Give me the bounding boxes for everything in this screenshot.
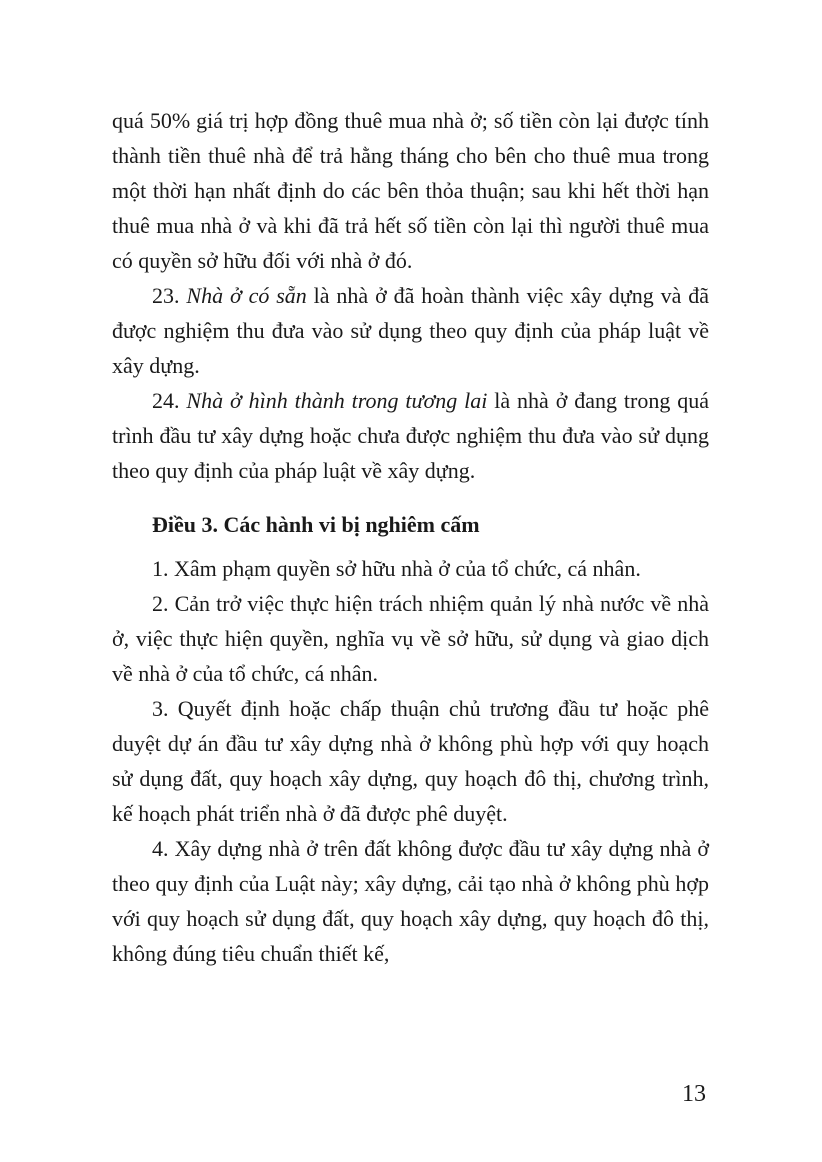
definition-23-text: là nhà ở đã hoàn thành việc xây dựng và đã được nghiệm thu đưa vào sử dụng theo quy định của pháp luật về xây dựng.	[112, 283, 710, 378]
definition-23-term: Nhà ở có sẵn	[186, 283, 307, 308]
definition-24-number: 24.	[152, 388, 187, 413]
definition-23-number: 23.	[152, 283, 187, 308]
paragraph-definition-24	[112, 383, 709, 488]
article-3-item-1: 1. Xâm phạm quyền sở hữu nhà ở của tổ chức, cá nhân.	[152, 556, 641, 581]
paragraph-lease-purchase-continuation: quá 50% giá trị hợp đồng thuê mua nhà ở; số tiền còn lại được tính thành tiền thuê nhà để trả hằng tháng cho bên cho thuê mua trong một thời hạn nhất định do các bên thỏa thuận; sau khi hết thời hạn thuê mua nhà ở và khi đã trả hết số tiền còn lại thì người thuê mua có quyền sở hữu đối với nhà ở đó.	[112, 108, 709, 273]
article-3-item-4: 4. Xây dựng nhà ở trên đất không được đầu tư xây dựng nhà ở theo quy định của Luật này; xây dựng, cải tạo nhà ở không phù hợp với quy hoạch sử dụng đất, quy hoạch xây dựng, quy hoạch đô thị, không đúng tiêu chuẩn thiết kế,	[112, 836, 709, 966]
page-number: 13	[682, 1081, 706, 1107]
paragraph-definition-23	[112, 278, 709, 383]
article-3-item-3: 3. Quyết định hoặc chấp thuận chủ trương đầu tư hoặc phê duyệt dự án đầu tư xây dựng nhà ở không phù hợp với quy hoạch sử dụng đất, quy hoạch xây dựng, quy hoạch đô thị, chương trình, kế hoạch phát triển nhà ở đã được phê duyệt.	[112, 696, 709, 826]
text-block	[112, 103, 709, 971]
article-3-item-2: 2. Cản trở việc thực hiện trách nhiệm quản lý nhà nước về nhà ở, việc thực hiện quyền, nghĩa vụ về sở hữu, sử dụng và giao dịch về nhà ở của tổ chức, cá nhân.	[112, 591, 709, 686]
definition-24-text: là nhà ở đang trong quá trình đầu tư xây dựng hoặc chưa được nghiệm thu đưa vào sử dụng theo quy định của pháp luật về xây dựng.	[112, 388, 710, 483]
definition-24-term: Nhà ở hình thành trong tương lai	[186, 388, 488, 413]
article-3-heading: Điều 3. Các hành vi bị nghiêm cấm	[152, 512, 480, 537]
